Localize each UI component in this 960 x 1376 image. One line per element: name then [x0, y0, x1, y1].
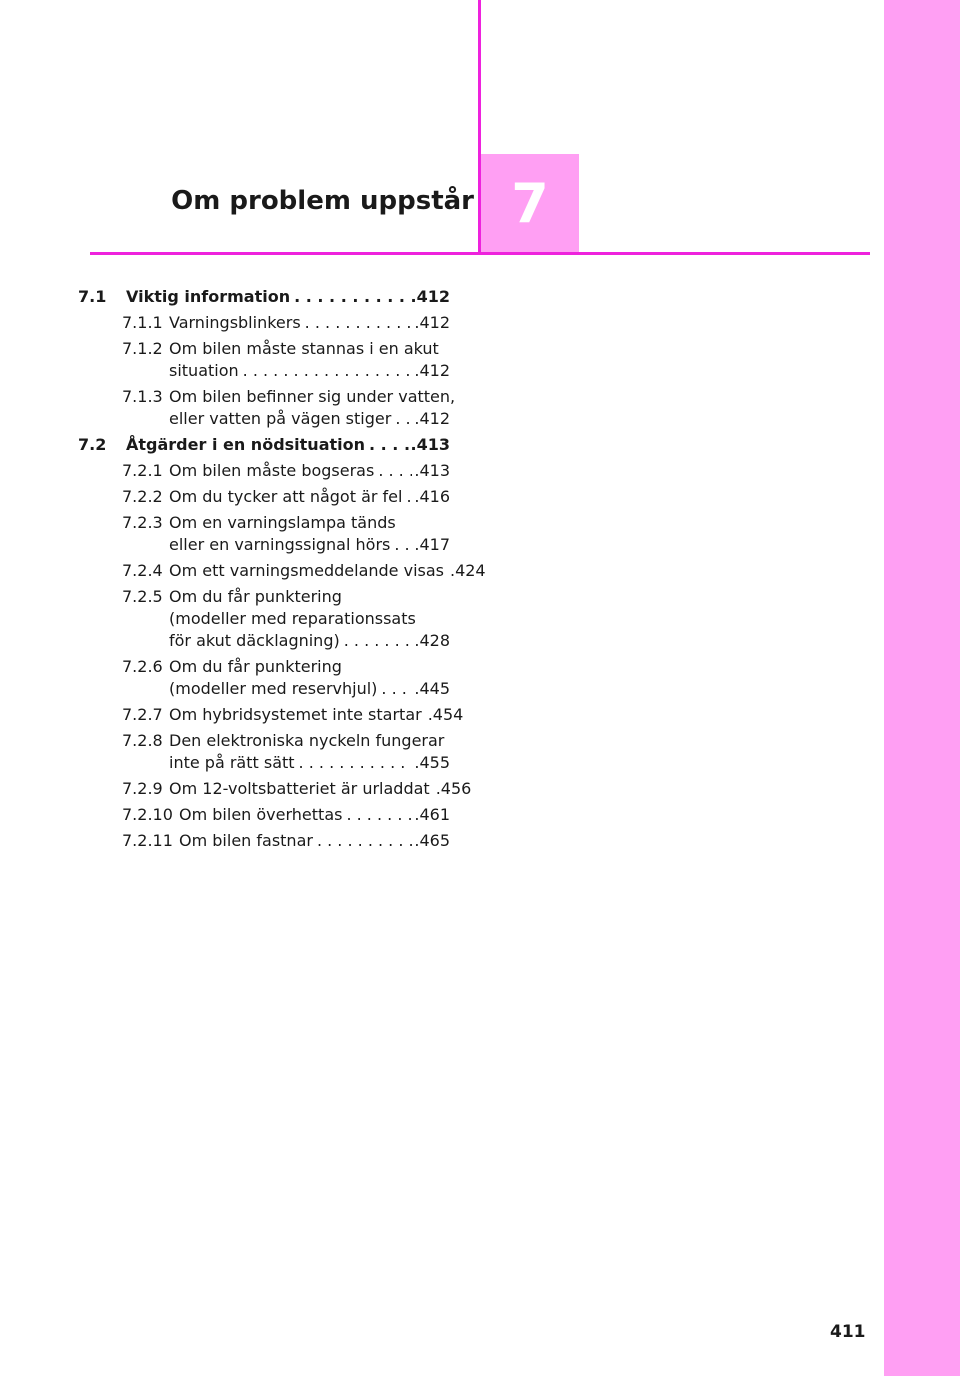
toc-item-title: Om bilen måste bogseras	[169, 461, 375, 480]
toc-item-number: 7.2.9	[122, 779, 163, 798]
toc-item-title-cont: (modeller med reparationssats	[169, 609, 416, 628]
toc-section[interactable]	[78, 286, 450, 308]
toc-item[interactable]	[78, 656, 450, 700]
toc-item-title: Om ett varningsmeddelande visas	[169, 561, 444, 580]
toc-page-number: .412	[410, 287, 450, 306]
toc-item-title-cont: inte på rätt sätt	[169, 753, 295, 772]
toc-item-title-cont: för akut däcklagning)	[169, 631, 340, 650]
toc-leader	[239, 360, 413, 382]
toc-page-number: .428	[414, 631, 450, 650]
toc-item[interactable]	[78, 804, 450, 826]
header-horizontal-rule	[90, 252, 870, 255]
toc-section-title: Viktig information	[126, 287, 291, 306]
toc-item-number: 7.2.7	[122, 705, 163, 724]
toc-item-number: 7.2.1	[122, 461, 163, 480]
toc-item-title: Om bilen måste stannas i en akut	[169, 339, 439, 358]
toc-item-number: 7.2.3	[122, 513, 163, 532]
toc-item-number: 7.2.6	[122, 657, 163, 676]
toc-item-number: 7.1.2	[122, 339, 163, 358]
page-number: 411	[830, 1322, 866, 1342]
toc-page-number: .454	[427, 705, 464, 724]
toc-item-number: 7.2.4	[122, 561, 163, 580]
toc-item[interactable]	[78, 338, 450, 382]
toc-item-number: 7.2.11	[122, 831, 173, 850]
toc-leader	[374, 460, 412, 482]
toc-item-title: Den elektroniska nyckeln fungerar	[169, 731, 445, 750]
toc-leader	[340, 630, 413, 652]
toc-item-number: 7.2.2	[122, 487, 163, 506]
toc-item-title-cont: situation	[169, 361, 239, 380]
toc-page-number: .413	[414, 461, 450, 480]
toc-page-number: .465	[414, 831, 450, 850]
toc-page-number: .461	[414, 805, 450, 824]
toc-section[interactable]	[78, 434, 450, 456]
toc-item-title: Om 12-voltsbatteriet är urladdat	[169, 779, 430, 798]
toc-leader	[290, 286, 408, 308]
toc-item-title: Om en varningslampa tänds	[169, 513, 396, 532]
table-of-contents	[78, 286, 486, 856]
toc-item-title: Om bilen befinner sig under vatten,	[169, 387, 456, 406]
toc-item-number: 7.2.8	[122, 731, 163, 750]
toc-item[interactable]	[78, 704, 464, 726]
toc-page-number: .445	[414, 679, 450, 698]
toc-item-title: Varningsblinkers	[169, 313, 301, 332]
toc-item-number: 7.2.10	[122, 805, 173, 824]
toc-item-title: Om bilen fastnar	[179, 831, 313, 850]
toc-item[interactable]	[78, 730, 450, 774]
toc-item-title: Om du tycker att något är fel	[169, 487, 403, 506]
toc-item[interactable]	[78, 512, 450, 556]
toc-page-number: .416	[414, 487, 450, 506]
toc-item[interactable]	[78, 830, 450, 852]
chapter-number-box	[481, 154, 579, 254]
toc-page-number: .456	[435, 779, 472, 798]
toc-page-number: .424	[449, 561, 486, 580]
toc-item-title: Om hybridsystemet inte startar	[169, 705, 422, 724]
toc-item-number: 7.1.1	[122, 313, 163, 332]
toc-item[interactable]	[78, 560, 486, 582]
toc-item[interactable]	[78, 460, 450, 482]
chapter-number: 7	[511, 172, 549, 235]
toc-leader	[391, 408, 412, 430]
toc-item-title: Om du får punktering	[169, 657, 342, 676]
toc-leader	[402, 486, 412, 508]
chapter-title: Om problem uppstår	[171, 186, 474, 216]
toc-leader	[365, 434, 409, 456]
toc-item-title-cont: eller vatten på vägen stiger	[169, 409, 392, 428]
toc-page-number: .455	[414, 753, 450, 772]
toc-item[interactable]	[78, 486, 450, 508]
toc-leader	[313, 830, 412, 852]
toc-item[interactable]	[78, 312, 450, 334]
chapter-side-tab	[884, 0, 960, 1376]
toc-item[interactable]	[78, 386, 456, 430]
toc-leader	[295, 752, 413, 774]
toc-page-number: .417	[414, 535, 450, 554]
toc-item-title: Om du får punktering	[169, 587, 342, 606]
toc-page-number: .413	[410, 435, 450, 454]
toc-section-title: Åtgärder i en nödsituation	[126, 435, 365, 454]
toc-item-number: 7.1.3	[122, 387, 163, 406]
toc-leader	[342, 804, 412, 826]
toc-leader	[301, 312, 413, 334]
toc-page-number: .412	[414, 361, 450, 380]
toc-item[interactable]	[78, 586, 450, 652]
toc-leader	[390, 534, 412, 556]
toc-item-title: Om bilen överhettas	[179, 805, 343, 824]
toc-page-number: .412	[414, 409, 450, 428]
toc-item[interactable]	[78, 778, 472, 800]
toc-section-number: 7.1	[78, 287, 107, 306]
toc-item-number: 7.2.5	[122, 587, 163, 606]
toc-leader	[377, 678, 412, 700]
toc-item-title-cont: eller en varningssignal hörs	[169, 535, 391, 554]
toc-page-number: .412	[414, 313, 450, 332]
toc-item-title-cont: (modeller med reservhjul)	[169, 679, 378, 698]
toc-section-number: 7.2	[78, 435, 107, 454]
